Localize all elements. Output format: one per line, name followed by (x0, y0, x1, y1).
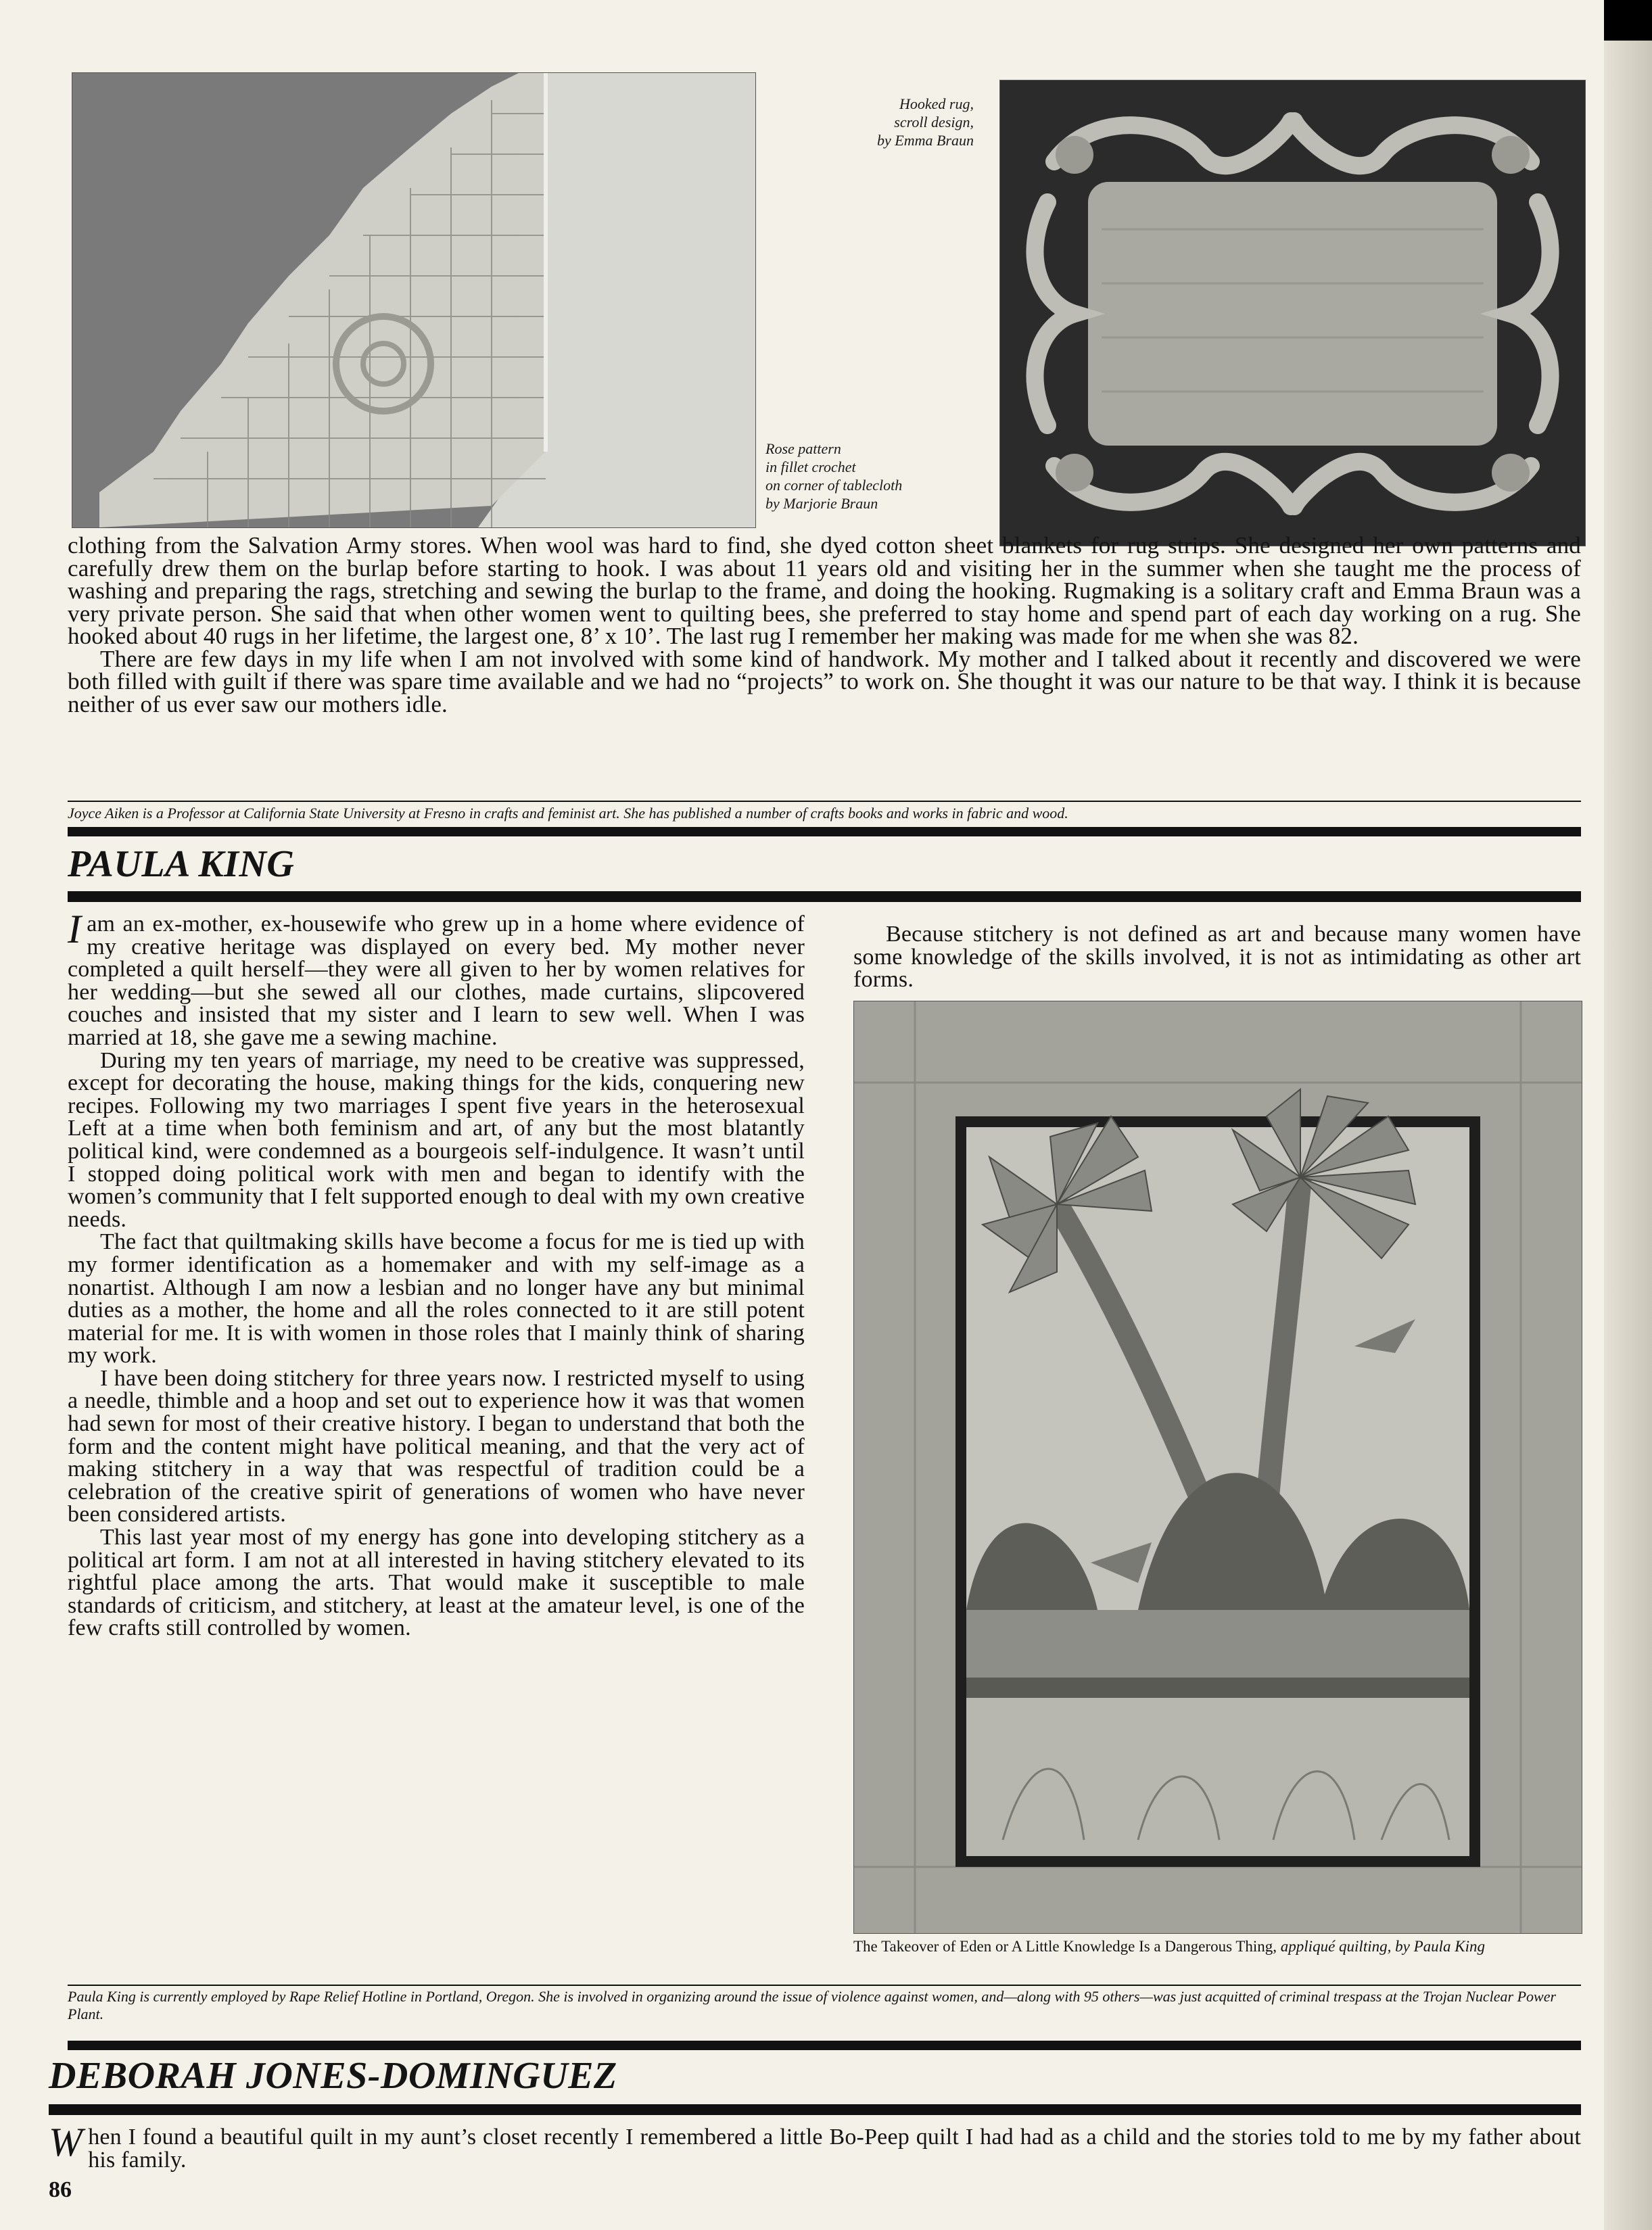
rug-illustration (1000, 80, 1585, 546)
king-paragraph: During my ten years of marriage, my need to be creative was suppressed, except for decorating the house, making things for the kids, conquering new recipes. Following my two marriages I spent five years in the heterosexual Left at a time when both feminism and art, of any but the most blatantly political kind, were condemned as a bourgeois self-indulgence. It wasn’t until I stopped doing political work with men and began to identify with the women’s community that I felt supported enough to deal with my own creative needs. (68, 1047, 805, 1232)
crochet-caption: Rose pattern in fillet crochet on corner of tablecloth by Marjorie Braun (765, 440, 903, 512)
aiken-bio-rule (68, 801, 1581, 802)
quilt-illustration (854, 1001, 1582, 1933)
aiken-article (68, 534, 1581, 715)
rug-photo (999, 80, 1586, 546)
king-paragraph: Iam an ex-mother, ex-housewife who grew up in a home where evidence of my creative heritage was displayed on every bed. My mother never completed a quilt herself—they were all given to her by women relatives for her wedding—but she sewed all our clothes, made curtains, slipcovered couches and insisted that my sister and I learn to sew well. When I was married at 18, she gave me a sewing machine. (68, 907, 805, 1050)
aiken-paragraph: There are few days in my life when I am not involved with some kind of handwork. My mother and I talked about it recently and discovered we were both filled with guilt if there was spare time available and we had no “projects” to work on. She thought it was our nature to be that way. I think it is because neither of us ever saw our mothers idle. (68, 645, 1581, 717)
quilt-photo (853, 1001, 1582, 1934)
king-bio-rule (68, 1985, 1581, 1986)
aiken-paragraph: clothing from the Salvation Army stores. When wool was hard to find, she dyed cotton sheet blankets for rug strips. She designed her own patterns and carefully drew them on the burlap before starting to hook. I was about 11 years old and visiting her in the summer when she taught me the process of washing and preparing the rags, stretching and sewing the burlap to the frame, and doing the hooking. Rugmaking is a solitary craft and Emma Braun was a very private person. She said that when other women went to quilting bees, she preferred to stay home and spend part of each day working on a rug. She hooked about 40 rugs in her lifetime, the largest one, 8’ x 10’. The last rug I remember her making was made for me when she was 82. (68, 532, 1581, 649)
page-corner (1604, 0, 1652, 41)
page-number: 86 (49, 2177, 72, 2202)
king-paragraph: The fact that quiltmaking skills have become a focus for me is tied up with my former identification as a homemaker and with my self-image as a nonartist. Although I am now a lesbian and no longer have any but minimal duties as a mother, the home and all the roles connected to it are still potent material for me. It is with women in those roles that I mainly think of sharing my work. (68, 1229, 805, 1369)
quilt-caption: The Takeover of Eden or A Little Knowledge Is a Dangerous Thing, appliqué quilting, by Paula King (853, 1938, 1485, 1955)
section-rule (49, 2104, 1581, 2115)
paula-king-heading: PAULA KING (68, 843, 295, 885)
king-paragraph: Because stitchery is not defined as art and because many women have some knowledge of the skills involved, it is not as intimidating as other art forms. (853, 922, 1581, 993)
section-rule (68, 2041, 1581, 2050)
king-paragraph: This last year most of my energy has gone into developing stitchery as a political art form. I am not at all interested in having stitchery elevated to its rightful place among the arts. That would make it susceptible to male standards of criticism, and stitchery, at least at the amateur level, is one of the few crafts still controlled by women. (68, 1525, 805, 1641)
jones-paragraph: When I found a beautiful quilt in my aunt’s closet recently I remembered a little Bo-Peep quilt I had had as a child and the stories told to me by my father about his family. (49, 2120, 1581, 2173)
dropcap: W (49, 2120, 83, 2164)
jones-text (49, 2120, 1581, 2173)
dropcap: I (68, 907, 82, 951)
king-left-column (68, 907, 805, 1641)
crochet-photo (72, 72, 756, 528)
section-rule (68, 891, 1581, 902)
king-bio: Paula King is currently employed by Rape Relief Hotline in Portland, Oregon. She is involved in organizing around the issue of violence against women, and—along with 95 others—was just acquitted of criminal trespass at the Trojan Nuclear Power Plant. (68, 1988, 1557, 2022)
aiken-bio: Joyce Aiken is a Professor at California State University at Fresno in crafts and feminist art. She has published a number of crafts books and works in fabric and wood. (68, 805, 1068, 822)
jones-dominguez-heading: DEBORAH JONES-DOMINGUEZ (49, 2055, 617, 2097)
rug-caption: Hooked rug, scroll design, by Emma Braun (877, 95, 974, 149)
king-paragraph: I have been doing stitchery for three years now. I restricted myself to using a needle, thimble and a hoop and set out to experience how it was that women had sewn for most of their creative history. I began to understand that both the form and the content might have political meaning, and that the very act of making stitchery in a way that was respectful of tradition could be a celebration of the creative spirit of generations of women who have never been considered artists. (68, 1365, 805, 1527)
section-rule (68, 827, 1581, 836)
page-gutter (1604, 0, 1652, 2230)
king-right-column (853, 923, 1581, 991)
crochet-illustration (72, 73, 755, 527)
